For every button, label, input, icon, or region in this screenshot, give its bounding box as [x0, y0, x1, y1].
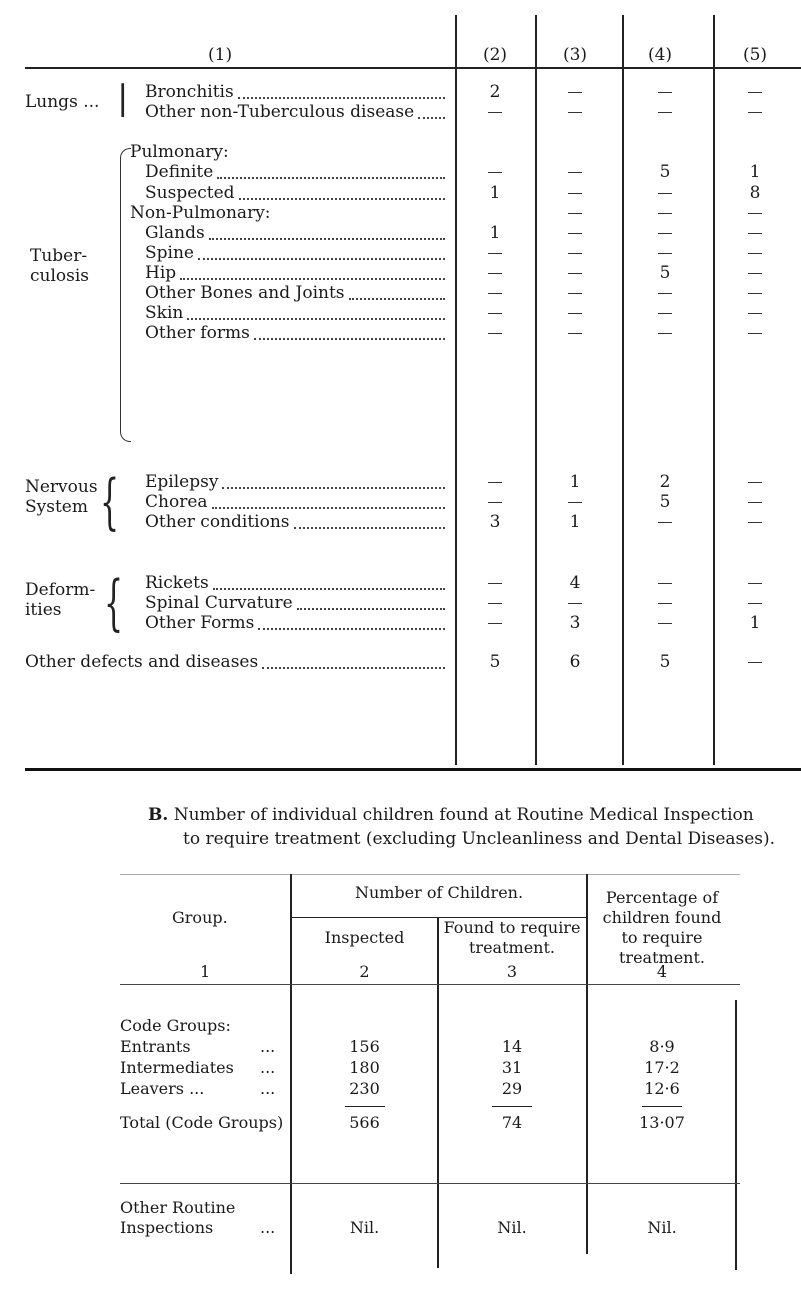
t2-head-bottom-rule: [120, 984, 740, 985]
empty-dash: [568, 92, 582, 93]
col-header-3: (3): [562, 45, 588, 65]
cell-col-3: [555, 263, 595, 283]
total-found: 74: [501, 1113, 523, 1132]
cell-col-4: [645, 283, 685, 303]
row-dots: ...: [260, 1037, 276, 1056]
empty-dash: [488, 273, 502, 274]
cell-col-3: 1: [569, 472, 581, 492]
cell-col-5: [735, 573, 775, 593]
cell-col-2: [475, 573, 515, 593]
empty-dash: [658, 253, 672, 254]
cell-col-4: 5: [659, 492, 671, 512]
head-inspected: Inspected: [324, 928, 405, 947]
empty-dash: [658, 522, 672, 523]
empty-dash: [748, 603, 762, 604]
cell-col-4: 5: [659, 162, 671, 182]
row-found: 31: [501, 1058, 523, 1077]
row-label: Pulmonary:: [130, 142, 229, 162]
empty-dash: [488, 172, 502, 173]
sum-rule-pct: [642, 1106, 682, 1107]
cell-col-4: 2: [659, 472, 671, 492]
cell-col-4: [645, 102, 685, 122]
cell-col-5: [735, 223, 775, 243]
empty-dash: [488, 293, 502, 294]
colnum-3: 3: [506, 962, 518, 981]
cell-col-3: [555, 243, 595, 263]
cell-col-2: [475, 102, 515, 122]
code-groups-label: Code Groups:: [120, 1016, 231, 1035]
section-b-heading: [148, 803, 754, 827]
empty-dash: [568, 313, 582, 314]
empty-dash: [488, 482, 502, 483]
cell-col-4: [645, 323, 685, 343]
group-lungs: Lungs ...: [25, 92, 100, 112]
empty-dash: [748, 482, 762, 483]
total-label: Total (Code Groups): [120, 1113, 284, 1132]
cell-col-4: [645, 512, 685, 532]
col-header-4: (4): [647, 45, 673, 65]
empty-dash: [568, 502, 582, 503]
cell-col-5: [735, 82, 775, 102]
row-inspected: 230: [349, 1079, 380, 1098]
head-pct-3: to require: [621, 928, 703, 947]
cell-col-5: [735, 323, 775, 343]
head-found-2: treatment.: [469, 938, 555, 957]
col-header-1: (1): [208, 45, 233, 65]
empty-dash: [658, 313, 672, 314]
empty-dash: [748, 92, 762, 93]
empty-dash: [658, 293, 672, 294]
cell-col-4: [645, 573, 685, 593]
row-label: Non-Pulmonary:: [130, 203, 271, 223]
empty-dash: [488, 313, 502, 314]
empty-dash: [488, 253, 502, 254]
cell-col-2: 2: [489, 82, 501, 102]
cell-col-4: [645, 593, 685, 613]
leader-dots: [222, 487, 445, 489]
cell-col-4: [645, 203, 685, 223]
empty-dash: [748, 273, 762, 274]
empty-dash: [658, 333, 672, 334]
leader-dots: [294, 527, 445, 529]
empty-dash: [748, 662, 762, 663]
table-bottom-rule: [25, 768, 801, 771]
empty-dash: [568, 213, 582, 214]
cell-col-4: 5: [659, 263, 671, 283]
cell-col-2: 5: [489, 652, 501, 672]
row-label: Other defects and diseases: [25, 652, 259, 672]
cell-col-4: [645, 183, 685, 203]
empty-dash: [488, 112, 502, 113]
head-group: Group.: [172, 908, 228, 927]
row-label: Other Bones and Joints: [145, 283, 345, 303]
row-label: Other forms: [145, 323, 250, 343]
cell-col-3: [555, 162, 595, 182]
cell-col-2: [475, 613, 515, 633]
cell-col-2: [475, 323, 515, 343]
row-label: Other Forms: [145, 613, 255, 633]
empty-dash: [658, 213, 672, 214]
row-dots: ...: [260, 1079, 276, 1098]
lungs-brace: |: [117, 78, 129, 118]
row-label: Definite: [145, 162, 214, 182]
cell-col-2: [475, 492, 515, 512]
empty-dash: [568, 603, 582, 604]
group-tuberculosis-1: Tuber-: [30, 246, 88, 266]
cell-col-5: 8: [749, 183, 761, 203]
leader-dots: [217, 177, 445, 179]
cell-col-5: [735, 593, 775, 613]
row-label: Spinal Curvature: [145, 593, 293, 613]
leader-dots: [418, 117, 445, 119]
head-found-1: Found to require: [443, 918, 581, 937]
group-deformities-1: Deform-: [25, 580, 96, 600]
other-found: Nil.: [497, 1218, 527, 1237]
row-pct: 17·2: [644, 1058, 680, 1077]
row-label: Chorea: [145, 492, 208, 512]
row-label: Suspected: [145, 183, 235, 203]
section-title-line-2: to require treatment (excluding Uncleanliness and Dental Diseases).: [183, 829, 776, 849]
leader-dots: [258, 628, 445, 630]
cell-col-3: [555, 593, 595, 613]
cell-col-2: [475, 162, 515, 182]
cell-col-3: [555, 183, 595, 203]
empty-dash: [658, 112, 672, 113]
cell-col-2: 3: [489, 512, 501, 532]
leader-dots: [198, 258, 445, 260]
leader-dots: [180, 278, 445, 280]
cell-col-5: [735, 263, 775, 283]
empty-dash: [568, 112, 582, 113]
row-found: 14: [501, 1037, 523, 1056]
row-pct: 8·9: [649, 1037, 675, 1056]
group-deformities-2: ities: [25, 600, 62, 620]
empty-dash: [568, 273, 582, 274]
empty-dash: [488, 583, 502, 584]
group-nervous-2: System: [25, 497, 88, 517]
empty-dash: [568, 293, 582, 294]
cell-col-4: [645, 613, 685, 633]
empty-dash: [488, 333, 502, 334]
leader-dots: [349, 298, 445, 300]
row-found: 29: [501, 1079, 523, 1098]
cell-col-2: [475, 283, 515, 303]
head-number: Number of Children.: [354, 883, 524, 902]
empty-dash: [568, 172, 582, 173]
other-dots: ...: [260, 1218, 276, 1237]
cell-col-4: [645, 223, 685, 243]
total-inspected: 566: [349, 1113, 380, 1132]
empty-dash: [568, 193, 582, 194]
row-label: Other conditions: [145, 512, 290, 532]
empty-dash: [748, 112, 762, 113]
row-label: Entrants: [120, 1037, 191, 1056]
other-inspected: Nil.: [349, 1218, 380, 1237]
col-rule-1: [455, 15, 457, 765]
leader-dots: [187, 318, 445, 320]
tuberculosis-brace: [120, 148, 131, 442]
colnum-4: 4: [656, 962, 668, 981]
empty-dash: [488, 502, 502, 503]
row-label: Rickets: [145, 573, 209, 593]
leader-dots: [262, 667, 445, 669]
cell-col-2: [475, 263, 515, 283]
leader-dots: [254, 338, 445, 340]
cell-col-4: [645, 243, 685, 263]
total-pct: 13·07: [639, 1113, 685, 1132]
colnum-1: 1: [200, 962, 211, 981]
section-marker: B.: [148, 805, 169, 825]
empty-dash: [488, 603, 502, 604]
row-inspected: 180: [349, 1058, 380, 1077]
col-rule-2: [535, 15, 537, 765]
empty-dash: [748, 233, 762, 234]
cell-col-2: [475, 593, 515, 613]
sum-rule-inspected: [345, 1106, 385, 1107]
cell-col-5: [735, 512, 775, 532]
head-pct-4: treatment.: [619, 948, 705, 967]
empty-dash: [658, 92, 672, 93]
col-rule-3: [622, 15, 624, 765]
empty-dash: [488, 623, 502, 624]
row-label: Hip: [145, 263, 177, 283]
leader-dots: [238, 97, 445, 99]
col-header-5: (5): [742, 45, 768, 65]
cell-col-3: [555, 82, 595, 102]
empty-dash: [748, 333, 762, 334]
row-label: Intermediates: [120, 1058, 234, 1077]
cell-col-3: 6: [569, 652, 581, 672]
cell-col-5: [735, 492, 775, 512]
empty-dash: [748, 213, 762, 214]
empty-dash: [748, 293, 762, 294]
cell-col-5: [735, 243, 775, 263]
cell-col-2: [475, 243, 515, 263]
group-tuberculosis-2: culosis: [30, 266, 90, 286]
other-label-2: Inspections: [120, 1218, 214, 1237]
row-label: Leavers ...: [120, 1079, 205, 1098]
cell-col-4: [645, 303, 685, 323]
cell-col-3: [555, 303, 595, 323]
cell-col-2: [475, 303, 515, 323]
row-dots: ...: [260, 1058, 276, 1077]
cell-col-2: 1: [489, 183, 501, 203]
cell-col-3: [555, 223, 595, 243]
leader-dots: [297, 608, 445, 610]
empty-dash: [568, 333, 582, 334]
empty-dash: [568, 233, 582, 234]
row-inspected: 156: [349, 1037, 380, 1056]
cell-col-5: [735, 303, 775, 323]
cell-col-3: [555, 102, 595, 122]
leader-dots: [212, 507, 445, 509]
cell-col-5: [735, 472, 775, 492]
section-title-line-1: Number of individual children found at Routine Medical Inspection: [173, 805, 754, 825]
row-label: Epilepsy: [145, 472, 219, 492]
leader-dots: [213, 588, 445, 590]
cell-col-3: [555, 323, 595, 343]
cell-col-5: [735, 102, 775, 122]
nervous-brace: {: [100, 467, 120, 537]
cell-col-5: [735, 652, 775, 672]
cell-col-5: [735, 283, 775, 303]
empty-dash: [568, 253, 582, 254]
leader-dots: [239, 198, 445, 200]
sum-rule-found: [492, 1106, 532, 1107]
head-pct-2: children found: [602, 908, 722, 927]
empty-dash: [748, 313, 762, 314]
cell-col-3: 4: [569, 573, 581, 593]
empty-dash: [658, 623, 672, 624]
empty-dash: [658, 583, 672, 584]
row-label: Other non-Tuberculous disease: [145, 102, 415, 122]
row-label: Bronchitis: [145, 82, 234, 102]
head-pct-1: Percentage of: [605, 888, 719, 907]
other-pct: Nil.: [647, 1218, 677, 1237]
empty-dash: [748, 583, 762, 584]
empty-dash: [748, 253, 762, 254]
t2-top-rule: [120, 874, 740, 875]
row-label: Spine: [145, 243, 194, 263]
empty-dash: [748, 522, 762, 523]
cell-col-4: 5: [659, 652, 671, 672]
cell-col-3: 1: [569, 512, 581, 532]
row-label: Skin: [145, 303, 184, 323]
cell-col-4: [645, 82, 685, 102]
cell-col-5: 1: [749, 162, 761, 182]
col-header-2: (2): [482, 45, 508, 65]
other-label-1: Other Routine: [120, 1198, 236, 1217]
row-pct: 12·6: [644, 1079, 680, 1098]
leader-dots: [209, 238, 445, 240]
cell-col-3: [555, 203, 595, 223]
cell-col-2: 1: [489, 223, 501, 243]
empty-dash: [658, 233, 672, 234]
empty-dash: [658, 193, 672, 194]
cell-col-5: 1: [749, 613, 761, 633]
header-rule: [25, 67, 801, 69]
group-nervous-1: Nervous: [25, 477, 98, 497]
empty-dash: [748, 502, 762, 503]
cell-col-3: [555, 492, 595, 512]
cell-col-2: [475, 472, 515, 492]
cell-col-3: [555, 283, 595, 303]
colnum-2: 2: [359, 962, 370, 981]
col-rule-4: [713, 15, 715, 765]
cell-col-5: [735, 203, 775, 223]
empty-dash: [658, 603, 672, 604]
cell-col-3: 3: [569, 613, 581, 633]
t2-other-rule: [120, 1183, 740, 1184]
deformities-brace: {: [104, 568, 124, 638]
row-label: Glands: [145, 223, 205, 243]
